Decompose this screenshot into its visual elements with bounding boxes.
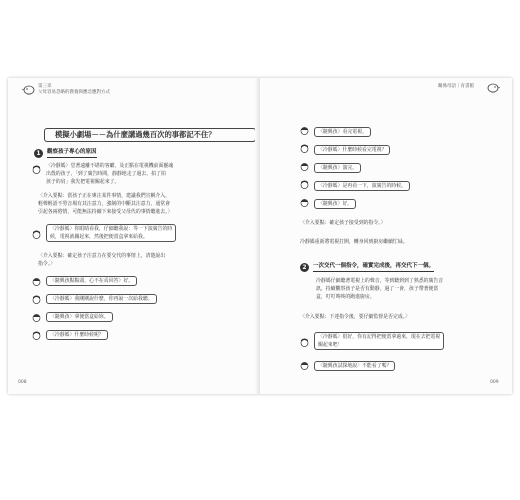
paragraph-line: 孩子的肩」我先把電視關起來了。 [46, 179, 120, 185]
narration-1 [38, 192, 173, 216]
chapter-title: 父母容易忽略的教養與應急應對方式 [38, 90, 110, 95]
narration-line: 指令。〉 [38, 261, 56, 267]
dialog-line: 〈冷靜媽〉你眼睛看我，仔細聽我說：等一下演廣告的時 [50, 226, 173, 232]
page-number: 008 [18, 380, 27, 385]
page-number: 009 [490, 380, 499, 385]
mom-face-icon [300, 144, 309, 153]
right-page [260, 78, 512, 394]
narration-line: 〈介入要點：確定孩子注意力在要交代的事情上，清楚說出 [38, 253, 166, 259]
section-title: 模擬小劇場－－為什麼講過幾百次的事都記不住？ [44, 128, 256, 142]
narration-2 [38, 252, 165, 268]
dialog-child-4: 〈隨興孩〉演完。 [314, 163, 361, 173]
narration-line: 〈介入要點：當孩子正在專注某件事情，建議我們宣稱介入， [38, 193, 171, 199]
mom-face-icon [32, 230, 41, 239]
dialog-line: 關起來吧！ [318, 342, 343, 348]
dialog-child-2: 〈隨興孩〉拿便當盒給妳。 [46, 312, 113, 322]
mom-face-icon [300, 338, 309, 347]
dialog-child-6: 〈隨興孩試探地說〉不能看了嗎？ [314, 361, 395, 371]
narration-line: 引起各兩倦情，可能無法持續下來接受父母代的事情聽進去。〉 [38, 209, 173, 215]
step-number-2: 2 [300, 263, 309, 272]
dialog-mom-6 [314, 332, 444, 350]
paragraph-3 [316, 277, 443, 301]
page-header [38, 84, 110, 96]
mom-face-icon [32, 165, 41, 174]
child-face-icon [32, 277, 41, 286]
mom-face-icon [32, 295, 41, 304]
paragraph-1 [46, 162, 173, 186]
step-number-1: 1 [34, 149, 43, 158]
child-face-icon [300, 361, 309, 370]
subheading-2: 一次交代一個指令，確實完成後，再交代下一個。 [313, 262, 434, 272]
dialog-mom-5: 〈冷靜媽〉是再看一下，演廣告的時候。 [314, 181, 410, 191]
narration-4: 〈介入要點：下達指令後，要仔細監督是否完成。〉 [300, 314, 411, 320]
paragraph-line: 冷靜媽重新將電視打開，轉身回到廚房繼續忙碌。 [300, 239, 408, 245]
paragraph-line: 出殼的孩子，「到了廣告時間，靜靜地走了過去，拍了拍 [46, 171, 166, 177]
child-face-icon [32, 313, 41, 322]
bird-icon [22, 84, 36, 95]
child-face-icon [300, 162, 309, 171]
book-spread [8, 78, 512, 394]
dialog-line: 〈冷靜媽〉很好，你有記得把便當拿過來，現在去把電視 [318, 334, 441, 340]
paragraph-line: 〈冷靜媽〉堂著遠離不堪的客廳，及正點在電視機前面靈魂 [46, 163, 174, 169]
mom-face-icon [32, 331, 41, 340]
narration-3: 〈介入要點：確定孩子接受到的指令。〉 [300, 220, 386, 226]
paragraph-2 [300, 238, 408, 246]
paragraph-line: 冷靜媽仔細聽著電視上的聲音，等到聽到到了熟悉的廣告音 [316, 278, 444, 284]
mom-face-icon [300, 180, 309, 189]
narration-line: 輕聲輕語不勞音場有其注意力，強制的中斷其注意力，通常會 [38, 201, 171, 207]
left-page [8, 78, 260, 394]
chapter-label: 第三章 [38, 84, 52, 89]
dialog-child-5: 〈隨興孩〉好。 [314, 199, 356, 209]
child-face-icon [300, 198, 309, 207]
bird-icon [486, 82, 500, 93]
dialog-mom-1 [46, 224, 176, 242]
dialog-mom-2: 〈冷靜媽〉我剛剛說什麼，你再說一次給我聽。 [46, 294, 157, 304]
dialog-mom-4: 〈冷靜媽〉什麼時候看完電視？ [314, 145, 390, 155]
dialog-child-1: 〈隨興孩點點頭，心不在焉回答〉好。 [46, 276, 137, 286]
dialog-line: 候，電視就關起來，然後把便當盒拿來給我。 [50, 234, 148, 240]
dialog-child-3: 〈隨興孩〉看完電視。 [314, 127, 371, 137]
paragraph-line: 訊，持續觀察孩子是否有動靜，過了一會，孩子帶著便當 [316, 286, 439, 292]
dialog-mom-3: 〈冷靜媽〉什麼時候呢？ [46, 330, 108, 340]
page-header: 關係母語｜育書館 [438, 84, 474, 89]
subheading-1: 觀察孩子專心的原因 [47, 148, 97, 158]
child-face-icon [300, 126, 309, 135]
paragraph-line: 盒，叮叮咚咚的跑進廚房。 [316, 294, 375, 300]
